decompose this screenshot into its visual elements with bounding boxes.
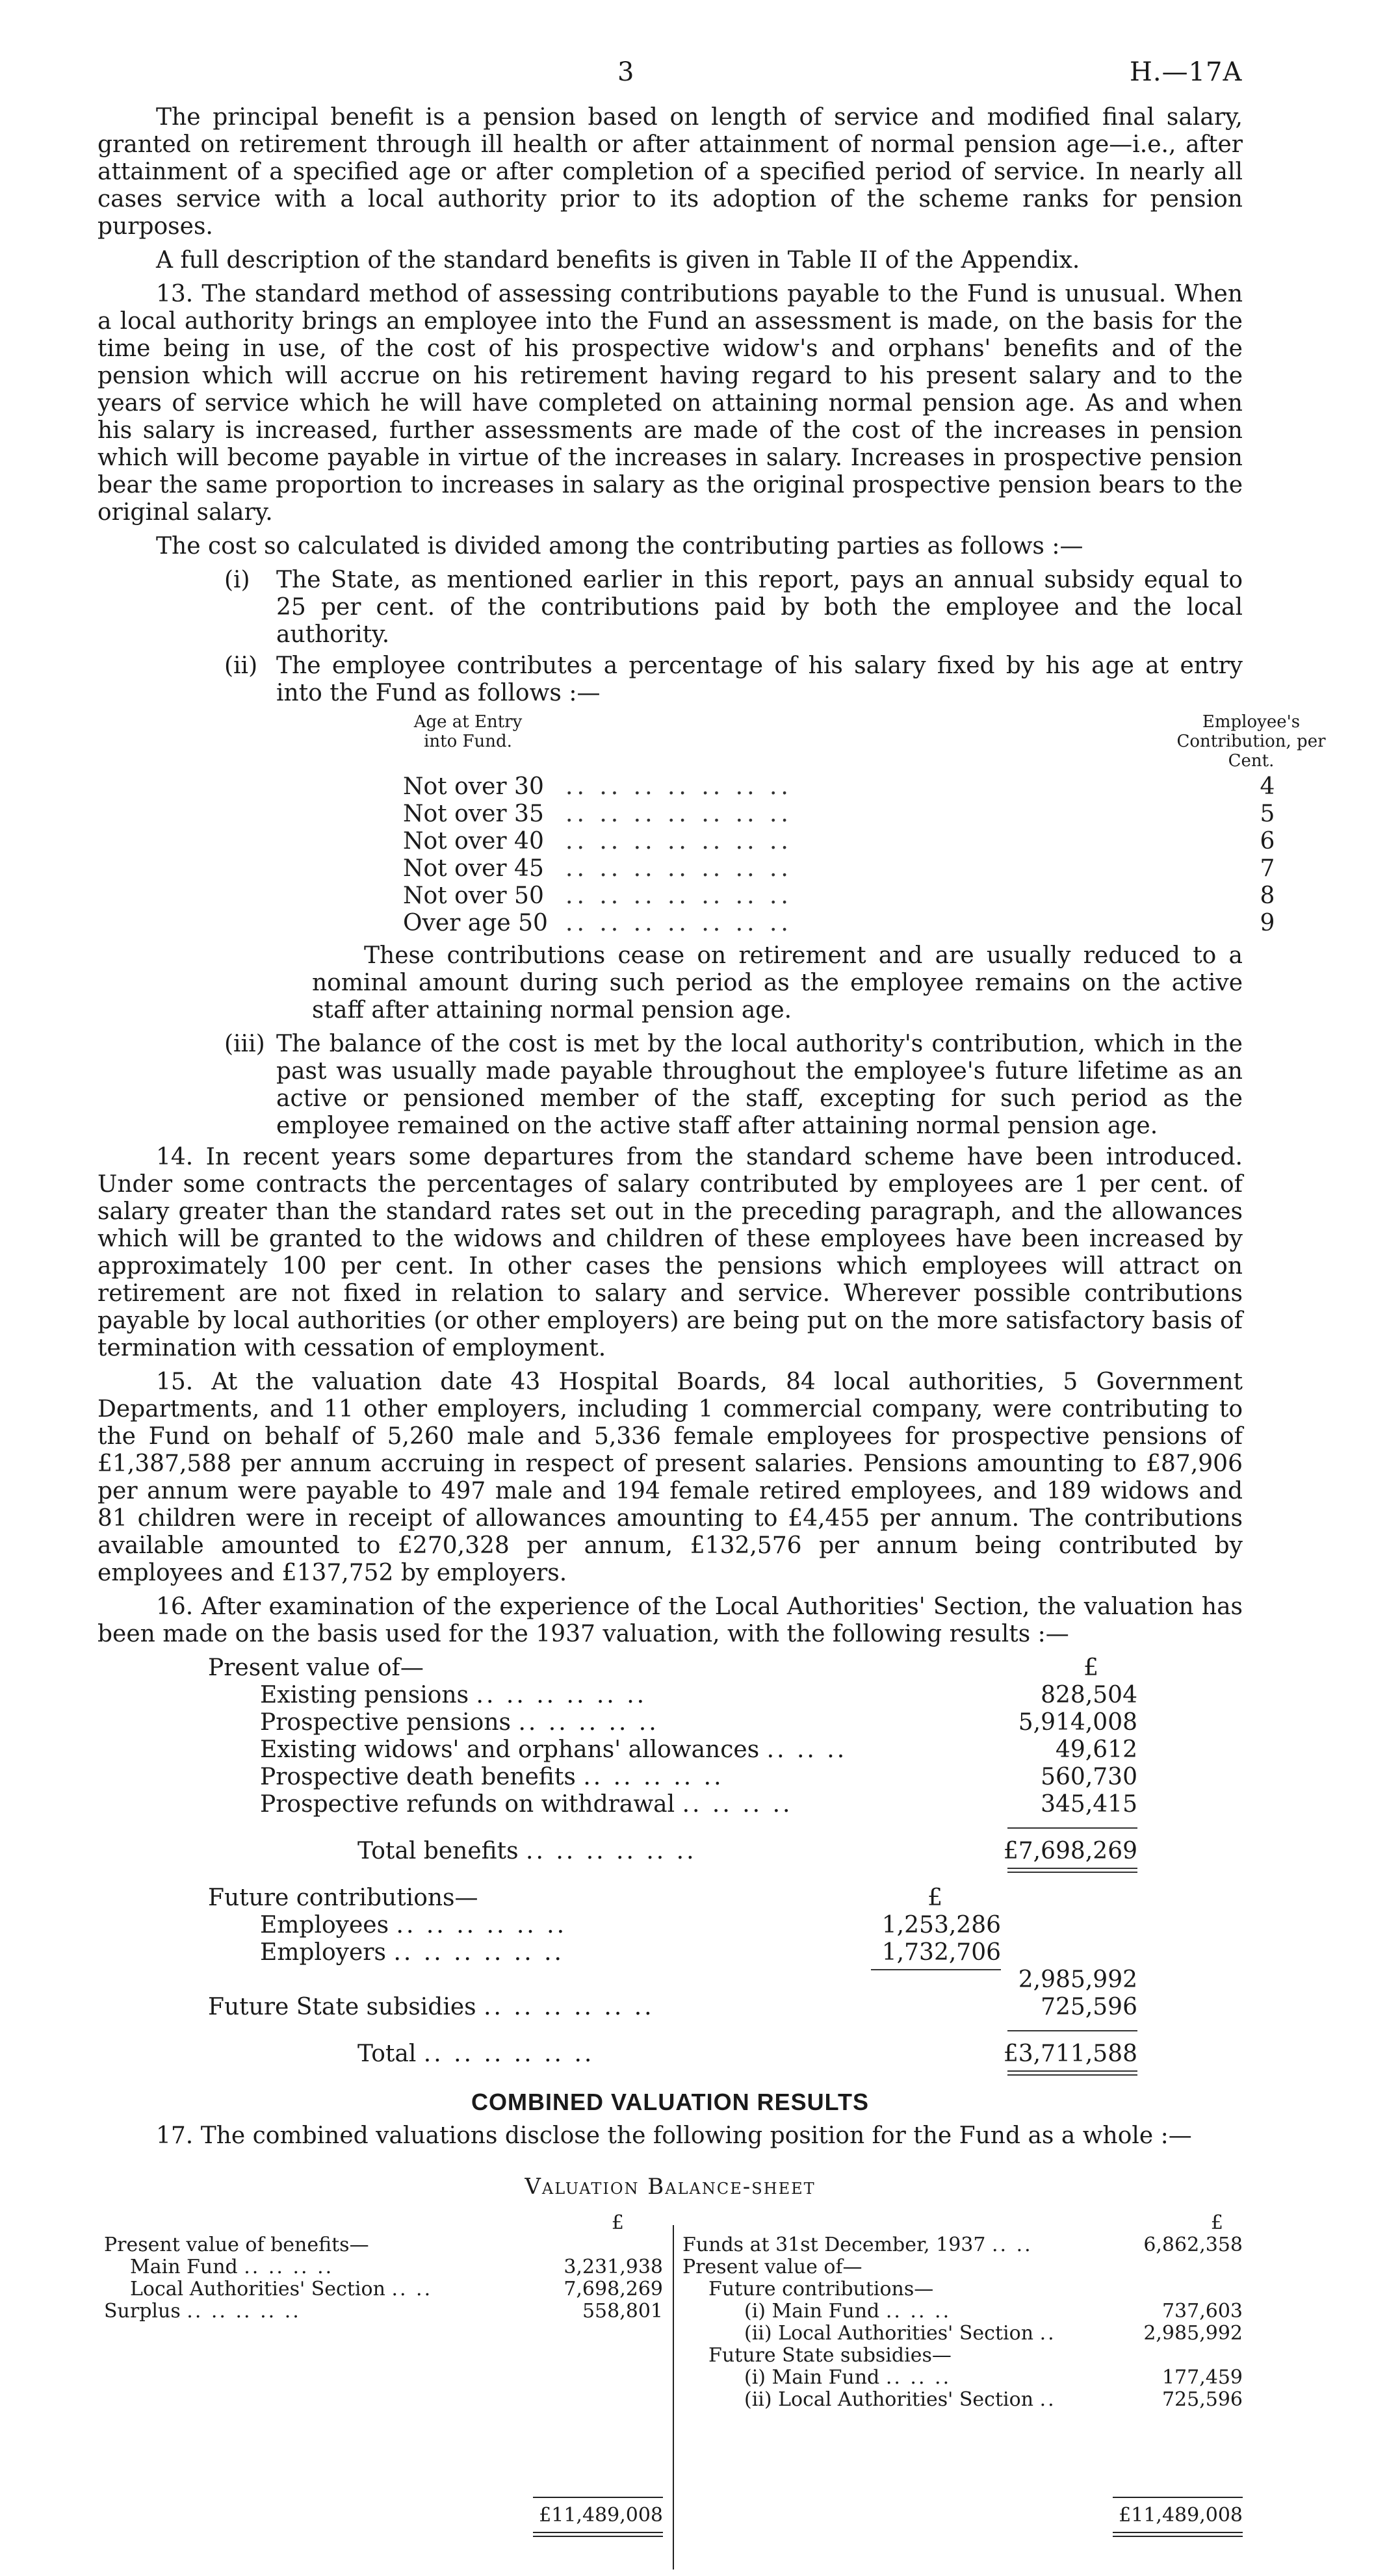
fc-la-section-label: (ii) Local Authorities' Section ..: [744, 2322, 1056, 2345]
table-row: [682, 2256, 1243, 2278]
paragraph-14: 14. In recent years some departures from the standard scheme have been introduced. Under some contracts the percentages of salary contributed by employees are 1 per cent. of salary greater than the standard rates set out in the preceding paragraph, and the allowances which will be granted to the widows and children of these employees have been increased by approximately 100 per cent. In other cases the pensions which employees will attract on retirement are not fixed in relation to salary and service. Wherever possible contributions payable by local authorities (or other employers) are being put on the more satisfactory basis of termination with cessation of employment.: [97, 1144, 1243, 1361]
age-cell: Not over 40: [403, 828, 544, 855]
leader-dots: .. .. .. .. .. .. ..: [565, 855, 792, 882]
total-rule: [533, 2497, 663, 2498]
assets-total: £11,489,008: [1119, 2504, 1243, 2527]
column-divider: [673, 2225, 674, 2570]
rule-row: [208, 2068, 1137, 2081]
table-row: [403, 773, 1326, 801]
total-benefits-value: £7,698,269: [1003, 1838, 1137, 1864]
balance-sheet: [97, 2212, 1243, 2576]
list-item-number: (ii): [224, 652, 258, 679]
la-section-label: Local Authorities' Section .. ..: [130, 2278, 433, 2300]
table-row: [208, 1709, 1137, 1736]
table-row: [682, 2278, 1243, 2300]
table-row: [682, 2323, 1243, 2345]
table-row: [682, 2367, 1243, 2389]
balance-sheet-liabilities: [104, 2211, 663, 2527]
table-row: [208, 1838, 1137, 1865]
contributor-label: Employees .. .. .. .. .. ..: [260, 1912, 567, 1938]
table-row: [682, 2345, 1243, 2367]
age-cell: Not over 30: [403, 773, 544, 800]
table-row: [208, 1966, 1137, 1994]
document-reference: H.—17A: [1130, 57, 1243, 87]
future-subsidies-label: Future State subsidies—: [708, 2344, 952, 2367]
list-item-text: The employee contributes a percentage of his salary fixed by his age at entry into the Fund as follows :—: [276, 652, 1243, 706]
total-rule: [1007, 2074, 1137, 2076]
total-rule: [1007, 2070, 1137, 2072]
table-row: [208, 1655, 1137, 1682]
paragraph-13: 13. The standard method of assessing contributions payable to the Fund is unusual. When a local authority brings an employee into the Fund an assessment is made, on the basis for the time being in use, of the cost of his prospective widow's and orphans' benefits and of the pension which will accrue on his retirement having regard to his present salary and to the years of service which he will have completed on attaining normal pension age. As and when his salary is increased, further assessments are made of the cost of the increases in pension which will become payable in virtue of the increases in salary. Increases in prospective pension bear the same proportion to increases in salary as the original prospective pension bears to the original salary.: [97, 281, 1243, 526]
benefit-value: 5,914,008: [1018, 1709, 1137, 1736]
rate-cell: 8: [1260, 882, 1275, 909]
age-cell: Not over 45: [403, 855, 544, 882]
leader-dots: .. .. .. .. .. .. ..: [565, 882, 792, 909]
total-rule: [1113, 2532, 1243, 2533]
liabilities-total: £11,489,008: [539, 2504, 663, 2527]
table-row: [208, 1939, 1137, 1966]
table-row: [208, 1994, 1137, 2021]
column-header-rate: Employee's Contribution, per Cent.: [1176, 712, 1326, 771]
total-rule: [1113, 2536, 1243, 2537]
intro-paragraph-1: The principal benefit is a pension based on length of service and modified final salary, granted on retirement through ill health or after attainment of normal pension age—i.e., after attainment of a specified age or after completion of a specified period of service. In nearly all cases service with a local authority prior to its adoption of the scheme ranks for pension purposes.: [97, 104, 1243, 240]
contributor-value: 1,253,286: [881, 1912, 1001, 1938]
list-item-text: The State, as mentioned earlier in this report, pays an annual subsidy equal to 25 per cent. of the contributions paid by both the employee and the local authority.: [276, 567, 1243, 648]
table-row: [208, 1736, 1137, 1764]
valuation-table: [208, 1655, 1137, 2081]
rate-cell: 5: [1260, 801, 1275, 827]
leader-dots: .. .. .. .. .. .. ..: [565, 910, 792, 936]
table-row: [208, 2041, 1137, 2068]
fs-la-section-label: (ii) Local Authorities' Section ..: [744, 2388, 1056, 2411]
total-rule: [1113, 2497, 1243, 2498]
total-rule: [1007, 1868, 1137, 1869]
table-row: [104, 2234, 663, 2256]
table-row: [403, 801, 1326, 828]
main-fund-value: 3,231,938: [564, 2256, 663, 2278]
currency-symbol: £: [1083, 1655, 1098, 1681]
total-benefits-label: Total benefits .. .. .. .. .. ..: [357, 1838, 697, 1864]
total-rule: [533, 2536, 663, 2537]
list-item-text: The balance of the cost is met by the local authority's contribution, which in the past was usually made payable throughout the employee's future lifetime as an active or pensioned member of the staff, excepting for such period as the employee remained on the active staff after attaining normal pension age.: [276, 1031, 1243, 1139]
future-contributions-label: Future contributions—: [208, 1885, 478, 1911]
document-body: [97, 104, 1326, 2576]
rate-cell: 6: [1260, 828, 1275, 855]
sum-rule: [1007, 1827, 1137, 1829]
rule-row: [208, 1865, 1137, 1878]
intro-paragraph-2: A full description of the standard benefits is given in Table II of the Appendix.: [156, 247, 1080, 274]
benefit-value: 49,612: [1056, 1736, 1137, 1763]
table-row: [208, 1682, 1137, 1709]
list-item-iii: [97, 1031, 1243, 1140]
paragraph-13-lead: The cost so calculated is divided among the contributing parties as follows :—: [156, 533, 1083, 560]
age-cell: Not over 35: [403, 801, 544, 827]
combined-valuation-heading: COMBINED VALUATION RESULTS: [471, 2089, 869, 2115]
benefit-label: Prospective refunds on withdrawal .. .. .. ..: [260, 1791, 793, 1818]
paragraph-17: 17. The combined valuations disclose the following position for the Fund as a whole :—: [156, 2122, 1192, 2149]
table-row: [682, 2212, 1243, 2234]
fc-main-fund-value: 737,603: [1161, 2300, 1243, 2323]
fs-la-section-value: 725,596: [1161, 2388, 1243, 2411]
table-row: [104, 2212, 663, 2234]
table-row: [403, 910, 1326, 937]
currency-symbol: £: [1210, 2211, 1223, 2234]
table-row: [403, 855, 1326, 882]
future-contributions-label: Future contributions—: [708, 2278, 934, 2300]
benefit-value: 345,415: [1041, 1791, 1137, 1818]
leader-dots: .. .. .. .. .. .. ..: [565, 801, 792, 827]
balance-sheet-title: Valuation Balance-sheet: [525, 2174, 816, 2200]
total-rule: [1007, 1872, 1137, 1873]
contributor-value: 1,732,706: [881, 1939, 1001, 1966]
currency-symbol: £: [611, 2211, 624, 2234]
table-row: [682, 2234, 1243, 2256]
table-row: [104, 2278, 663, 2300]
sum-rule: [1007, 2030, 1137, 2031]
benefit-value: 828,504: [1041, 1682, 1137, 1708]
currency-symbol: £: [927, 1885, 942, 1911]
fs-main-fund-label: (i) Main Fund .. .. ..: [744, 2366, 952, 2389]
table-row: [208, 1791, 1137, 1818]
funds-value: 6,862,358: [1143, 2234, 1243, 2256]
contributor-label: Employers .. .. .. .. .. ..: [260, 1939, 564, 1966]
leader-dots: .. .. .. .. .. .. ..: [565, 773, 792, 800]
table-row: [208, 1764, 1137, 1791]
column-header-age: Age at Entry into Fund.: [413, 712, 523, 751]
main-fund-label: Main Fund .. .. .. ..: [130, 2256, 334, 2278]
contribution-table-header: [403, 712, 1326, 771]
table-row: [403, 882, 1326, 910]
list-item-ii: [97, 652, 1243, 707]
balance-sheet-assets: [682, 2211, 1243, 2527]
paragraph-16: 16. After examination of the experience of the Local Authorities' Section, the valuation has been made on the basis used for the 1937 valuation, with the following results :—: [97, 1593, 1243, 1647]
leader-dots: .. .. .. .. .. .. ..: [565, 828, 792, 855]
page-number: 3: [617, 57, 634, 87]
table-row: [208, 1885, 1137, 1912]
total-label: Total .. .. .. .. .. ..: [357, 2041, 595, 2067]
la-section-value: 7,698,269: [564, 2278, 663, 2300]
benefit-label: Existing pensions .. .. .. .. .. ..: [260, 1682, 647, 1708]
fs-main-fund-value: 177,459: [1161, 2366, 1243, 2389]
total-rule: [533, 2532, 663, 2533]
table-row: [104, 2256, 663, 2278]
surplus-label: Surplus .. .. .. .. ..: [104, 2300, 301, 2323]
fc-main-fund-label: (i) Main Fund .. .. ..: [744, 2300, 952, 2323]
state-subsidies-label: Future State subsidies .. .. .. .. .. ..: [208, 1994, 655, 2020]
fc-la-section-value: 2,985,992: [1143, 2322, 1243, 2345]
contributions-sum: 2,985,992: [1018, 1966, 1137, 1993]
benefit-value: 560,730: [1041, 1764, 1137, 1790]
table-row: [682, 2300, 1243, 2323]
list-item-i: [97, 567, 1243, 649]
age-cell: Over age 50: [403, 910, 548, 936]
list-item-number: (iii): [224, 1031, 265, 1057]
benefit-label: Existing widows' and orphans' allowances .. .. ..: [260, 1736, 848, 1763]
age-cell: Not over 50: [403, 882, 544, 909]
contribution-table: [403, 712, 1326, 937]
state-subsidies-value: 725,596: [1041, 1994, 1137, 2020]
table-row: [104, 2300, 663, 2323]
rate-cell: 7: [1260, 855, 1275, 882]
benefit-label: Prospective pensions .. .. .. .. ..: [260, 1709, 659, 1736]
table-row: [208, 1912, 1137, 1939]
contribution-note: These contributions cease on retirement and are usually reduced to a nominal amount during such period as the employee remains on the active staff after attaining normal pension age.: [312, 942, 1243, 1024]
list-item-number: (i): [224, 567, 250, 593]
benefits-heading: Present value of benefits—: [104, 2234, 369, 2256]
present-value-label: Present value of—: [208, 1655, 424, 1681]
surplus-value: 558,801: [582, 2300, 663, 2323]
rate-cell: 9: [1260, 910, 1275, 936]
table-row: [682, 2389, 1243, 2411]
funds-label: Funds at 31st December, 1937 .. ..: [682, 2234, 1033, 2256]
rule-row: [208, 2021, 1137, 2041]
total-value: £3,711,588: [1003, 2041, 1137, 2067]
table-row: [403, 828, 1326, 855]
benefit-label: Prospective death benefits .. .. .. .. ..: [260, 1764, 724, 1790]
paragraph-15: 15. At the valuation date 43 Hospital Boards, 84 local authorities, 5 Government Departments, and 11 other employers, including 1 commercial company, were contributing to the Fund on behalf of 5,260 male and 5,336 female employees for prospective pensions of £1,387,588 per annum accruing in respect of present salaries. Pensions amounting to £87,906 per annum were payable to 497 male and 194 female retired employees, and 189 widows and 81 children were in receipt of allowances amounting to £4,455 per annum. The contributions available amounted to £270,328 per annum, £132,576 per annum being contributed by employees and £137,752 by employers.: [97, 1369, 1243, 1586]
present-value-label: Present value of—: [682, 2256, 862, 2278]
rule-row: [208, 1818, 1137, 1838]
rate-cell: 4: [1260, 773, 1275, 800]
